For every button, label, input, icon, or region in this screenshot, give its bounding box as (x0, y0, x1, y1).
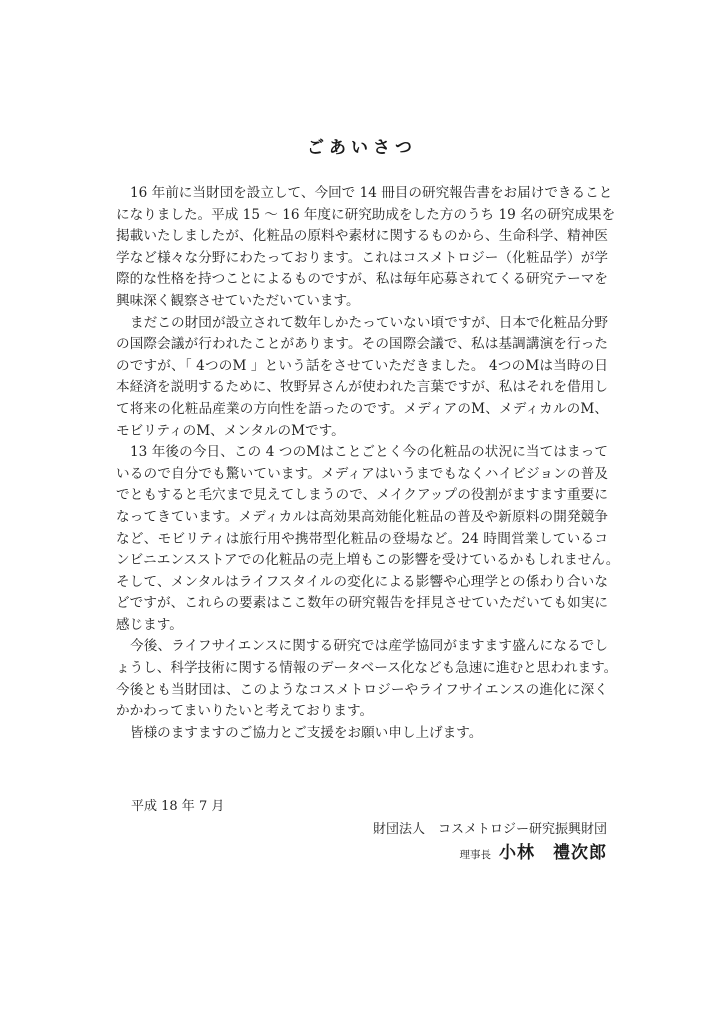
body-line: なってきています。メディカルは高効果高効能化粧品の普及や新原料の開発競争 (116, 508, 608, 525)
body-line: 感じます。 (116, 616, 183, 633)
body-line: の国際会議が行われたことがあります。その国際会議で、私は基調講演を行った (116, 336, 608, 353)
body-line: になりました。平成 15 ～ 16 年度に研究助成をした方のうち 19 名の研究成果を (116, 206, 616, 223)
body-line: 今後とも当財団は、このようなコスメトロジーやライフサイエンスの進化に深く (116, 681, 608, 698)
body-line: いるので自分でも驚いています。メディアはいうまでもなくハイビジョンの普及 (116, 465, 608, 482)
body-line: 今後、ライフサイエンスに関する研究では産学協同がますます盛んになるでし (130, 638, 608, 655)
body-line: て将来の化粧品産業の方向性を語ったのです。メディアのM、メディカルのM、 (116, 400, 608, 417)
organization-name: 財団法人 コスメトロジー研究振興財団 (372, 822, 607, 837)
page-title: ごあいさつ (307, 138, 417, 158)
body-line: 13 年後の今日、この 4 つのMはことごとく今の化粧品の状況に当てはまって (130, 444, 608, 461)
body-line: 学など様々な分野にわたっております。これはコスメトロジー（化粧品学）が学 (116, 249, 608, 266)
body-line: 興味深く観察させていただいています。 (116, 292, 360, 309)
signer-name: 小林 禮次郎 (499, 843, 607, 863)
body-line: かかわってまいりたいと考えております。 (116, 703, 374, 720)
body-line: 本経済を説明するために、牧野昇さんが使われた言葉ですが、私はそれを借用し (116, 379, 608, 396)
body-line: でともすると毛穴まで見えてしまうので、メイクアップの役割がますます重要に (116, 487, 608, 504)
body-line: どですが、これらの要素はここ数年の研究報告を拝見させていただいても如実に (116, 595, 608, 612)
body-line: モビリティのM、メンタルのMです。 (116, 422, 345, 439)
body-line: など、モビリティは旅行用や携帯型化粧品の登場など。24 時間営業しているコ (116, 530, 608, 547)
body-line: 皆様のますますのご協力とご支援をお願い申し上げます。 (130, 724, 483, 741)
body-line: そして、メンタルはライフスタイルの変化による影響や心理学との係わり合いな (116, 573, 608, 590)
signature-block (460, 838, 608, 863)
body-line: ンビニエンスストアでの化粧品の売上増もこの影響を受けているかもしれません。 (116, 552, 620, 569)
document-date: 平成 18 年 7 月 (131, 799, 225, 814)
body-line: 掲載いたしましたが、化粧品の原料や素材に関するものから、生命科学、精神医 (116, 228, 608, 245)
body-line: 16 年前に当財団を設立して、今回で 14 冊目の研究報告書をお届けできること (130, 185, 613, 201)
body-line: ょうし、科学技術に関する情報のデータベース化なども急速に進むと思われます。 (116, 660, 618, 677)
signer-role: 理事長 (459, 849, 491, 861)
greeting-body (116, 183, 620, 744)
body-line: のですが、「 4つのM 」という話をさせていただきました。 4つのMは当時の日 (116, 357, 608, 374)
body-line: まだこの財団が設立されて数年しかたっていない頃ですが、日本で化粧品分野 (130, 314, 608, 331)
body-line: 際的な性格を持つことによるものですが、私は毎年応募されてくる研究テーマを (116, 271, 608, 288)
